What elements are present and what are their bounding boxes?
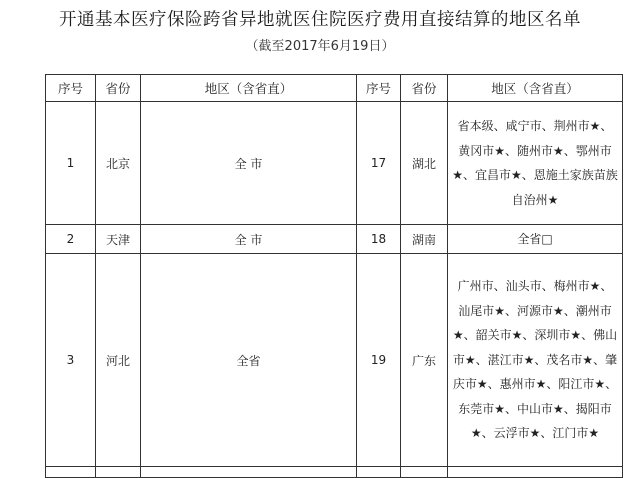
row-no: 17 [357,102,401,225]
header-no-left: 序号 [46,75,96,102]
row-no: 19 [357,254,401,467]
region-line: 东莞市★、中山市★、揭阳市 [458,401,612,416]
region-line: 市★、湛江市★、茂名市★、肇 [452,352,618,367]
region-line: 全省□ [517,231,553,246]
region-cell: 全省 [141,254,357,467]
row-no: 18 [357,225,401,254]
table-row [46,225,623,254]
region-line: ★、云浮市★、江门市★ [470,426,600,441]
region-line: 自治州★ [511,192,559,207]
province-cell: 天津 [96,225,141,254]
region-line: 广州市、汕头市、梅州市★、 [457,279,613,294]
document-subtitle: （截至2017年6月19日） [245,39,395,54]
table-header-row [46,75,623,102]
table-row [46,254,623,467]
header-province-right: 省份 [401,75,448,102]
header-region-left: 地区（含省直） [141,75,357,102]
region-cell: 全 市 [141,225,357,254]
header-no-right: 序号 [357,75,401,102]
region-table [45,74,623,478]
region-cell [448,254,623,467]
region-cell: 全 市 [141,102,357,225]
header-region-right: 地区（含省直） [448,75,623,102]
province-cell: 湖南 [401,225,448,254]
province-cell: 河北 [96,254,141,467]
header-province-left: 省份 [96,75,141,102]
region-line: 庆市★、惠州市★、阳江市★、 [452,377,618,392]
document-title: 开通基本医疗保险跨省异地就医住院医疗费用直接结算的地区名单 [59,10,581,30]
region-line: 汕尾市★、河源市★、潮州市 [458,303,612,318]
region-line: 黄冈市★、随州市★、鄂州市 [458,143,612,158]
row-no: 3 [46,254,96,467]
table-row-cut-off [46,467,623,478]
province-cell: 北京 [96,102,141,225]
row-no: 1 [46,102,96,225]
region-line: ★、宜昌市★、恩施土家族苗族 [452,168,618,182]
region-cell [448,102,623,225]
table-row [46,102,623,225]
province-cell: 广东 [401,254,448,467]
province-cell: 湖北 [401,102,448,225]
region-line: ★、韶关市★、深圳市★、佛山 [452,328,618,343]
region-cell [448,225,623,254]
region-line: 省本级、咸宁市、荆州市★、 [457,119,613,133]
row-no: 2 [46,225,96,254]
